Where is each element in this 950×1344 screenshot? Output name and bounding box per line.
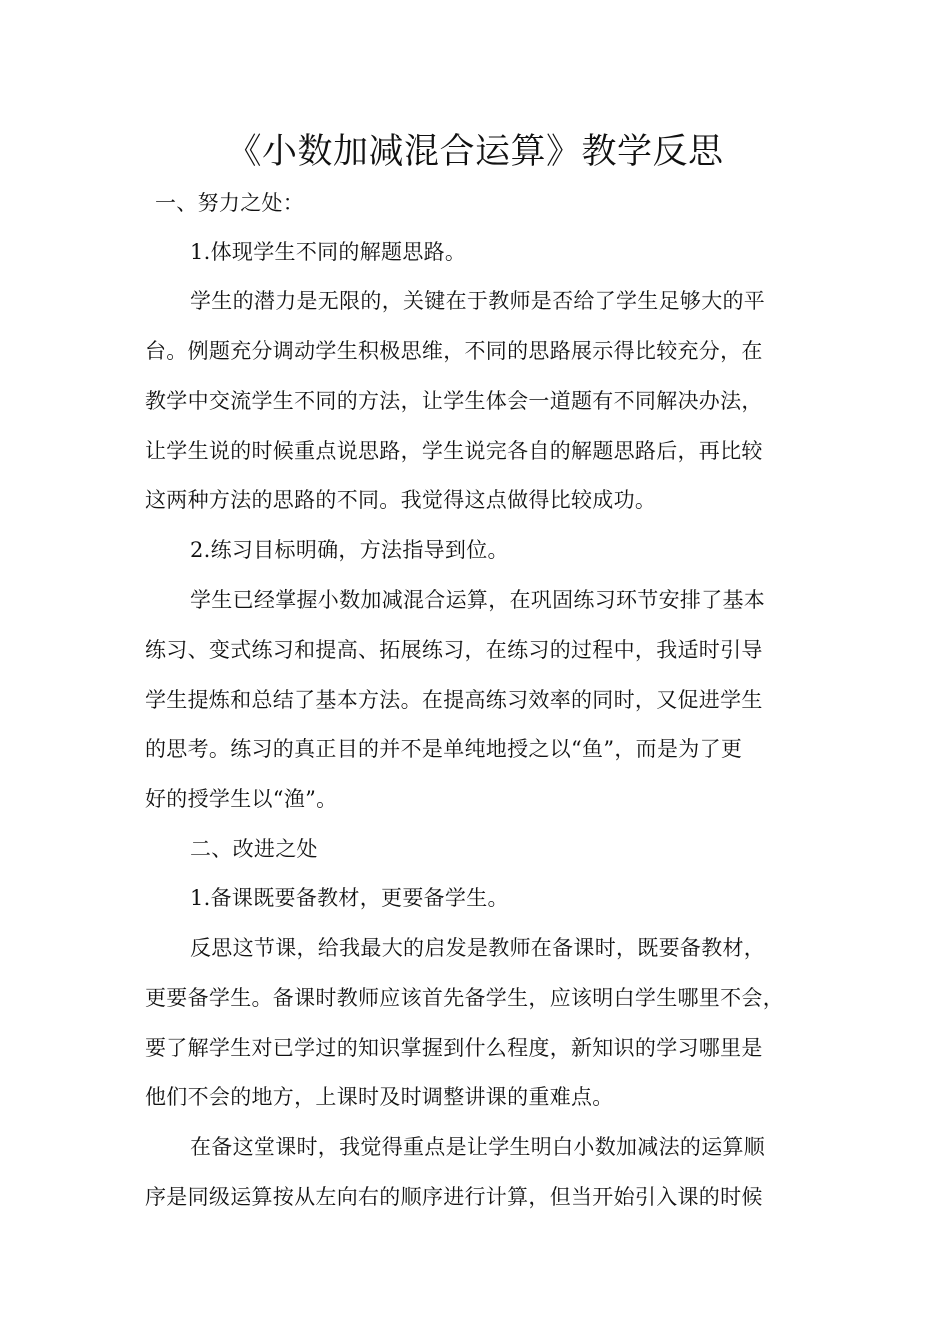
paragraph-line: 这两种方法的思路的不同。我觉得这点做得比较成功。 bbox=[145, 488, 657, 512]
section-heading-efforts: 一、努力之处： bbox=[155, 191, 305, 215]
paragraph-line: 练习、变式练习和提高、拓展练习，在练习的过程中，我适时引导 bbox=[145, 638, 763, 662]
paragraph-line: 教学中交流学生不同的方法，让学生体会一道题有不同解决办法， bbox=[145, 389, 763, 413]
subheading-line: 1.体现学生不同的解题思路。 bbox=[190, 240, 467, 264]
paragraph-line: 好的授学生以“渔”。 bbox=[145, 787, 338, 811]
subheading-line: 2.练习目标明确，方法指导到位。 bbox=[190, 538, 509, 562]
paragraph-line: 学生的潜力是无限的，关键在于教师是否给了学生足够大的平 bbox=[190, 289, 766, 313]
paragraph-line: 在备这堂课时，我觉得重点是让学生明白小数加减法的运算顺 bbox=[190, 1135, 766, 1159]
paragraph-line: 更要备学生。备课时教师应该首先备学生，应该明白学生哪里不会， bbox=[145, 986, 784, 1010]
paragraph-line: 要了解学生对已学过的知识掌握到什么程度，新知识的学习哪里是 bbox=[145, 1036, 763, 1060]
paragraph-line: 反思这节课，给我最大的启发是教师在备课时，既要备教材， bbox=[190, 936, 766, 960]
subheading-line: 1.备课既要备教材，更要备学生。 bbox=[190, 886, 509, 910]
paragraph-line: 学生已经掌握小数加减混合运算，在巩固练习环节安排了基本 bbox=[190, 588, 766, 612]
paragraph-line: 让学生说的时候重点说思路，学生说完各自的解题思路后，再比较 bbox=[145, 439, 763, 463]
document-title: 《小数加减混合运算》教学反思 bbox=[226, 132, 724, 172]
paragraph-line: 学生提炼和总结了基本方法。在提高练习效率的同时，又促进学生 bbox=[145, 688, 763, 712]
paragraph-line: 序是同级运算按从左向右的顺序进行计算，但当开始引入课的时候 bbox=[145, 1185, 763, 1209]
paragraph-line: 台。例题充分调动学生积极思维，不同的思路展示得比较充分，在 bbox=[145, 339, 763, 363]
paragraph-line: 他们不会的地方，上课时及时调整讲课的重难点。 bbox=[145, 1085, 614, 1109]
paragraph-line: 的思考。练习的真正目的并不是单纯地授之以“鱼”，而是为了更 bbox=[145, 737, 743, 761]
section-heading-improvements: 二、改进之处 bbox=[190, 837, 318, 861]
